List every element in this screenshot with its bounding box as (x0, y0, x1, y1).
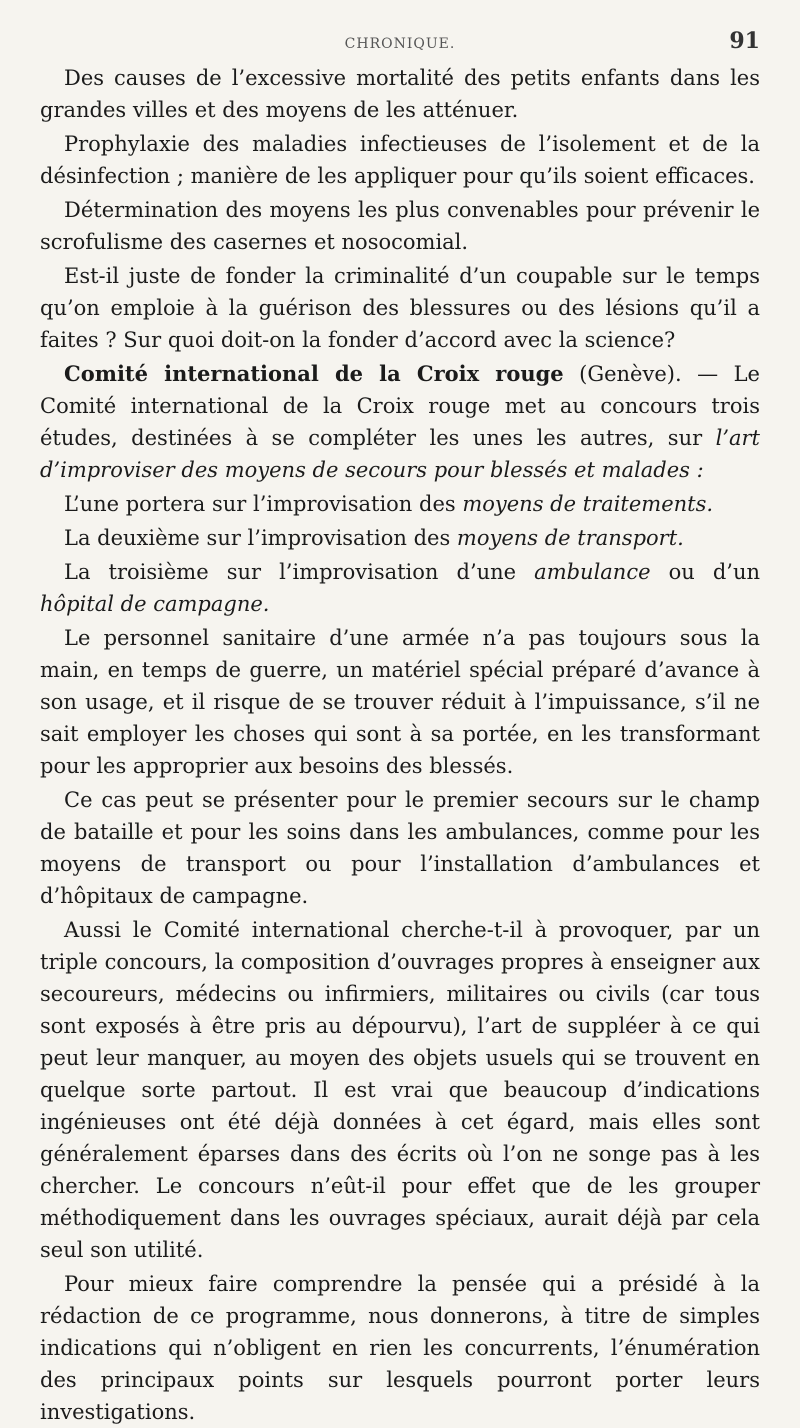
paragraph-personnel: Le personnel sanitaire d’une armée n’a pas toujours sous la main, en temps de guerre, un matériel spécial préparé d’avance à son usage, et il risque de se trouver réduit à l’impuissance, s’il ne sait employer les choses qui sont à sa portée, en les transformant pour les approprier aux besoins des blessés. (40, 626, 760, 778)
paragraph-scrofulisme: Détermination des moyens les plus convenables pour prévenir le scrofulisme des casernes et nosocomial. (40, 198, 760, 254)
transport-italic: moyens de transport. (456, 526, 684, 550)
transport-text: La deuxième sur l’improvisation des (64, 526, 457, 550)
paragraph-mortalite: Des causes de l’excessive mortalité des petits enfants dans les grandes villes et des moyens de les atténuer. (40, 66, 760, 122)
paragraph-traitements (40, 488, 760, 520)
ambulance-italic-1: ambulance (534, 560, 651, 584)
paragraph-prophylaxie: Prophylaxie des maladies infectieuses de l’isolement et de la désinfection ; manière de les appliquer pour qu’ils soient efficaces. (40, 132, 760, 188)
croix-rouge-italic: l’art d’improviser des moyens de secours pour blessés et malades : (40, 426, 760, 482)
paragraph-criminalite: Est-il juste de fonder la criminalité d’un coupable sur le temps qu’on emploie à la guérison des blessures ou des lésions qu’il a faites ? Sur quoi doit-on la fonder d’accord avec la science? (40, 264, 760, 352)
ambulance-italic-2: hôpital de campagne. (40, 592, 270, 616)
page-header (40, 26, 760, 62)
ambulance-text-1: La troisième sur l’improvisation d’une (64, 560, 535, 584)
running-head: CHRONIQUE. (344, 36, 456, 52)
croix-rouge-heading: Comité international de la Croix rouge (64, 361, 564, 386)
paragraph-transport (40, 522, 760, 554)
traitements-italic: moyens de traitements. (462, 492, 714, 516)
traitements-text: L’une portera sur l’improvisation des (64, 492, 463, 516)
paragraph-ambulance (40, 556, 760, 620)
paragraph-programme: Pour mieux faire comprendre la pensée qui a présidé à la rédaction de ce programme, nous donnerons, à titre de simples indications qui n’obligent en rien les concurrents, l’énumération des principaux points sur lesquels pourront porter leurs investigations. (40, 1272, 760, 1424)
paragraph-croix-rouge (40, 358, 760, 486)
body-text (40, 62, 760, 1428)
paragraph-premier-secours: Ce cas peut se présenter pour le premier secours sur le champ de bataille et pour les soins dans les ambulances, comme pour les moyens de transport ou pour l’installation d’ambulances et d’hôpitaux de campagne. (40, 788, 760, 908)
ambulance-text-2: ou d’un (650, 560, 760, 584)
croix-rouge-text: (Genève). — Le Comité international de la Croix rouge met au concours trois études, destinées à se compléter les unes les autres, sur (40, 362, 760, 450)
page-number: 91 (729, 28, 760, 54)
paragraph-comite: Aussi le Comité international cherche-t-il à provoquer, par un triple concours, la composition d’ouvrages propres à enseigner aux secoureurs, médecins ou infirmiers, militaires ou civils (car tous sont exposés à être pris au dépourvu), l’art de suppléer à ce qui peut leur manquer, au moyen des objets usuels qui se trouvent en quelque sorte partout. Il est vrai que beaucoup d’indications ingénieuses ont été déjà données à cet égard, mais elles sont généralement éparses dans des écrits où l’on ne songe pas à les chercher. Le concours n’eût-il pour effet que de les grouper méthodiquement dans les ouvrages spéciaux, aurait déjà par cela seul son utilité. (40, 918, 760, 1262)
